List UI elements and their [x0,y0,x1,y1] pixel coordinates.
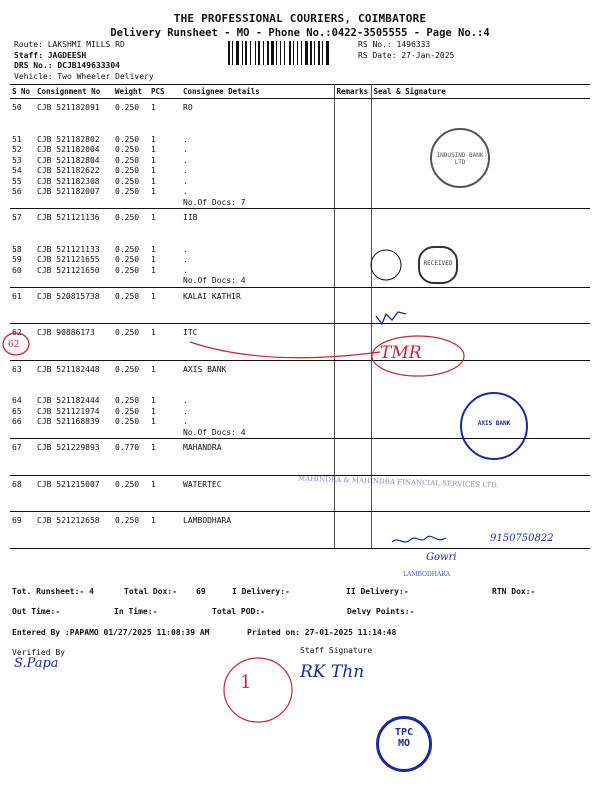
pcs-value: 1 [151,255,156,264]
staff-handwritten-signature: RK Thn [300,662,365,682]
sno-value: 69 [12,516,22,525]
cno-value: CJB 521182448 [37,364,100,374]
wt-value: 0.250 [115,145,140,154]
cno-value: CJB 520815738 [37,291,100,301]
pcs-value: 1 [151,176,156,186]
consignee-value: . [183,166,188,175]
cno-value: CJB 521182622 [37,166,100,175]
cno-value: CJB 521121133 [37,244,100,254]
i-delivery: I Delivery:- [232,587,290,596]
pcs-value: 1 [151,328,156,337]
runsheet-subtitle: Delivery Runsheet - MO - Phone No.:0422-3505555 - Page No.:4 [110,27,490,39]
tpc-stamp-text: TPC [394,727,414,738]
pcs-value: 1 [151,244,156,254]
iib-stamp-text: RECEIVED [423,260,453,267]
cno-value: CJB 521215007 [37,479,100,489]
cno-value: CJB 521121655 [37,255,100,264]
consignee-value: RO [183,103,193,112]
pcs-value: 1 [151,155,156,165]
consignee-value: . [183,396,188,405]
wt-value: 0.250 [115,479,140,489]
wt-value: 0.250 [115,291,140,301]
consignee-value: . [183,265,188,275]
pcs-value: 1 [151,516,156,525]
red-circle-62 [3,333,29,355]
consignee-value: . [183,244,188,254]
consignee-value: . [183,134,188,144]
wt-value: 0.250 [115,187,140,196]
in-time: In Time:- [114,607,158,616]
consignee-value: KALAI KATHIR [183,291,241,301]
pcs-value: 1 [151,406,156,416]
tot-runsheet: Tot. Runsheet:- 4 [12,587,94,596]
wt-value: 0.250 [115,364,140,374]
sno-value: 54 [12,166,22,175]
wt-value: 0.250 [115,516,140,525]
red-strike-itc [190,342,380,358]
company-title: THE PROFESSIONAL COURIERS, COIMBATORE [173,12,427,25]
wt-value: 0.250 [115,328,140,337]
wt-value: 0.770 [115,443,140,452]
consignee-value: . [183,417,188,426]
indusind-stamp-text: INDUSIND BANK LTD [436,152,484,166]
consignee-value: . [183,255,188,264]
red-circle-mark: 62 [8,340,20,350]
verifier-signature: S.Papa [14,656,59,671]
consignee-value: . [183,406,188,416]
rs-date: RS Date: 27-Jan-2025 [358,50,455,60]
sno-value: 59 [12,255,22,264]
cno-value: CJB 521121650 [37,265,100,275]
consignee-value: WATERTEC [183,479,222,489]
cno-value: CJB 521212658 [37,516,100,525]
rtn-dox: RTN Dox:- [492,587,536,596]
wt-value: 0.250 [115,244,140,254]
route-line: Route: LAKSHMI MILLS RD [14,40,125,49]
wt-value: 0.250 [115,103,140,112]
red-note: 1 [240,672,252,693]
wt-value: 0.250 [115,396,140,405]
drs-line: DRS No.: DCJB149633304 [14,61,120,70]
pcs-value: 1 [151,443,156,452]
sno-value: 57 [12,213,22,222]
axis-stamp-text: AXIS BANK [477,420,511,427]
phone-note: 9150750822 [490,533,554,544]
wt-value: 0.250 [115,134,140,144]
mo-stamp-text: MO [397,738,411,749]
wt-value: 0.250 [115,265,140,275]
sno-value: 58 [12,244,22,254]
consignee-value: LAMBODHARA [183,516,232,525]
docs-count: No.Of Docs: 4 [183,276,246,285]
sno-value: 62 [12,328,22,337]
cno-value: CJB 90886173 [37,328,95,337]
sno-value: 52 [12,145,22,154]
sno-value: 61 [12,291,22,301]
cno-value: CJB 521182091 [37,103,100,112]
pcs-value: 1 [151,265,156,275]
staff-signature-label: Staff Signature [300,646,373,655]
pcs-value: 1 [151,166,156,175]
wt-value: 0.250 [115,417,140,426]
consignee-value: . [183,187,188,196]
pcs-value: 1 [151,479,156,489]
consignee-value: MAHANDRA [183,443,222,452]
cno-value: CJB 521182444 [37,396,100,405]
cno-value: CJB 521121974 [37,406,100,416]
sno-value: 63 [12,364,22,374]
col-sno: S No [10,85,35,99]
col-remarks: Remarks [334,85,371,99]
sno-value: 60 [12,265,22,275]
sno-value: 51 [12,134,22,144]
sno-value: 66 [12,417,22,426]
pcs-value: 1 [151,364,156,374]
col-weight: Weight [113,85,149,99]
sno-value: 64 [12,396,22,405]
sno-value: 56 [12,187,22,196]
cno-value: CJB 521182804 [37,155,100,165]
cno-value: CJB 521182004 [37,145,100,154]
cno-value: CJB 521182802 [37,134,100,144]
pcs-value: 1 [151,291,156,301]
wt-value: 0.250 [115,213,140,222]
pcs-value: 1 [151,187,156,196]
rs-no: RS No.: 1496333 [358,40,431,49]
sno-value: 55 [12,176,22,186]
docs-count: No.Of Docs: 7 [183,197,246,207]
black-circle-mark [371,250,401,280]
wt-value: 0.250 [115,155,140,165]
total-dox-value: 69 [196,587,206,596]
pcs-value: 1 [151,134,156,144]
consignee-value: . [183,155,188,165]
pcs-value: 1 [151,417,156,426]
mahindra-stamp: MAHINDRA & MAHINDRA FINANCIAL SERVICES LTD. [297,474,499,490]
consignee-value: . [183,176,188,186]
lambodhara-stamp: LAMBODHARA [403,571,451,578]
sno-value: 68 [12,479,22,489]
kalai-signature [376,312,406,324]
pcs-value: 1 [151,145,156,154]
consignee-value: ITC [183,328,198,337]
cno-value: CJB 521168839 [37,417,100,426]
wt-value: 0.250 [115,166,140,175]
docs-count: No.Of Docs: 4 [183,427,246,437]
out-time: Out Time:- [12,607,61,616]
ii-delivery: II Delivery:- [346,587,409,596]
col-consignment: Consignment No [35,85,113,99]
col-seal: Seal & Signature [371,85,590,99]
sno-value: 50 [12,103,22,112]
cno-value: CJB 521121136 [37,213,100,222]
name-note: Gowri [426,552,457,563]
pcs-value: 1 [151,103,156,112]
wt-value: 0.250 [115,255,140,264]
cno-value: CJB 521182308 [37,176,100,186]
cno-value: CJB 521229893 [37,443,100,452]
printed-on: Printed on: 27-01-2025 11:14:48 [247,628,397,637]
consignee-value: AXIS BANK [183,364,227,374]
pcs-value: 1 [151,396,156,405]
wt-value: 0.250 [115,406,140,416]
cno-value: CJB 521182007 [37,187,100,196]
vehicle-line: Vehicle: Two Wheeler Delivery [14,71,154,81]
sno-value: 53 [12,155,22,165]
itc-remark: TMR [380,343,422,363]
staff-line: Staff: JAGDEESH [14,50,87,60]
red-ellipse-remark [372,336,464,376]
sno-value: 67 [12,443,22,452]
total-dox-label: Total Dox:- [124,587,177,596]
sno-value: 65 [12,406,22,416]
entered-by: Entered By :PAPAMO 01/27/2025 11:08:39 AM [12,628,210,637]
consignee-value: IIB [183,213,198,222]
col-consignee: Consignee Details [181,85,334,99]
delvy-points: Delvy Points:- [347,607,415,616]
wt-value: 0.250 [115,176,140,186]
pcs-value: 1 [151,213,156,222]
col-pcs: PCS [149,85,181,99]
watertec-signature [392,536,446,542]
verified-by: Verified By [12,648,65,657]
red-circle-verified [224,658,292,722]
total-pod: Total POD:- [212,607,265,616]
consignee-value: . [183,145,188,154]
